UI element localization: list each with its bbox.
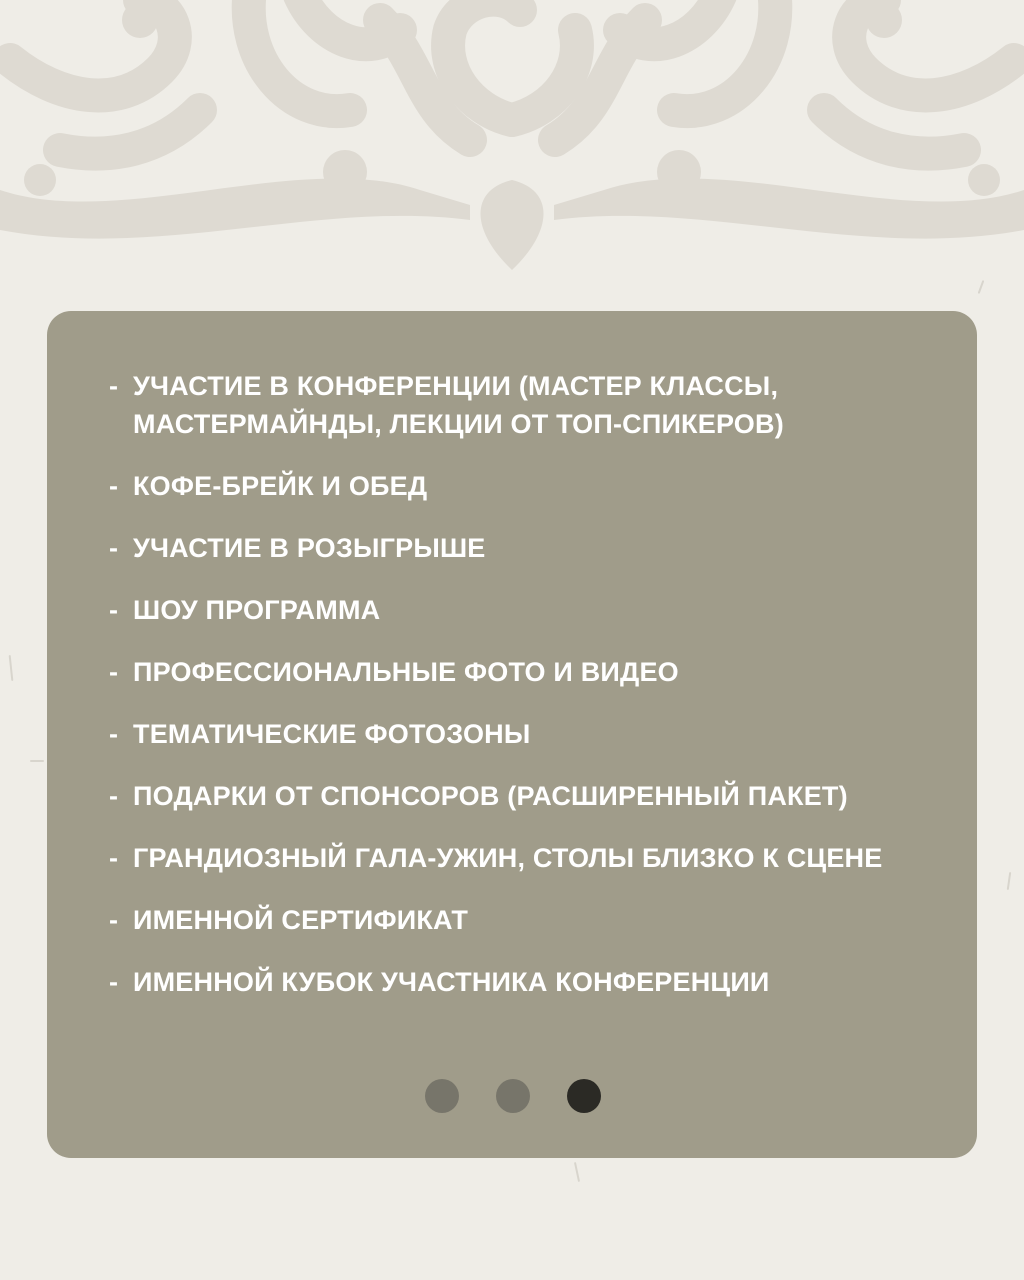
- paper-fleck: [1007, 872, 1011, 890]
- benefit-item: - ИМЕННОЙ КУБОК УЧАСТНИКА КОНФЕРЕНЦИИ: [109, 963, 949, 1001]
- benefit-item: - ГРАНДИОЗНЫЙ ГАЛА-УЖИН, СТОЛЫ БЛИЗКО К СЦЕНЕ: [109, 839, 949, 877]
- paper-fleck: [9, 655, 14, 681]
- paper-fleck: [30, 760, 44, 762]
- pagination-dot-2[interactable]: [496, 1079, 530, 1113]
- paper-fleck: [574, 1162, 580, 1182]
- benefits-list: [109, 367, 949, 1025]
- benefit-item: - ПРОФЕССИОНАЛЬНЫЕ ФОТО И ВИДЕО: [109, 653, 949, 691]
- benefit-item: - КОФЕ-БРЕЙК И ОБЕД: [109, 467, 949, 505]
- benefits-card: [47, 311, 977, 1158]
- pagination-dot-3[interactable]: [567, 1079, 601, 1113]
- benefit-item: - УЧАСТИЕ В РОЗЫГРЫШЕ: [109, 529, 949, 567]
- pagination-dots: [425, 1079, 601, 1113]
- ornament-pattern: [0, 0, 1024, 300]
- benefit-item: - ШОУ ПРОГРАММА: [109, 591, 949, 629]
- benefit-item: - ИМЕННОЙ СЕРТИФИКАТ: [109, 901, 949, 939]
- benefit-item: - ТЕМАТИЧЕСКИЕ ФОТОЗОНЫ: [109, 715, 949, 753]
- pagination-dot-1[interactable]: [425, 1079, 459, 1113]
- benefit-item: - УЧАСТИЕ В КОНФЕРЕНЦИИ (МАСТЕР КЛАССЫ, МАСТЕРМАЙНДЫ, ЛЕКЦИИ ОТ ТОП-СПИКЕРОВ): [109, 367, 853, 443]
- benefit-item: - ПОДАРКИ ОТ СПОНСОРОВ (РАСШИРЕННЫЙ ПАКЕТ): [109, 777, 949, 815]
